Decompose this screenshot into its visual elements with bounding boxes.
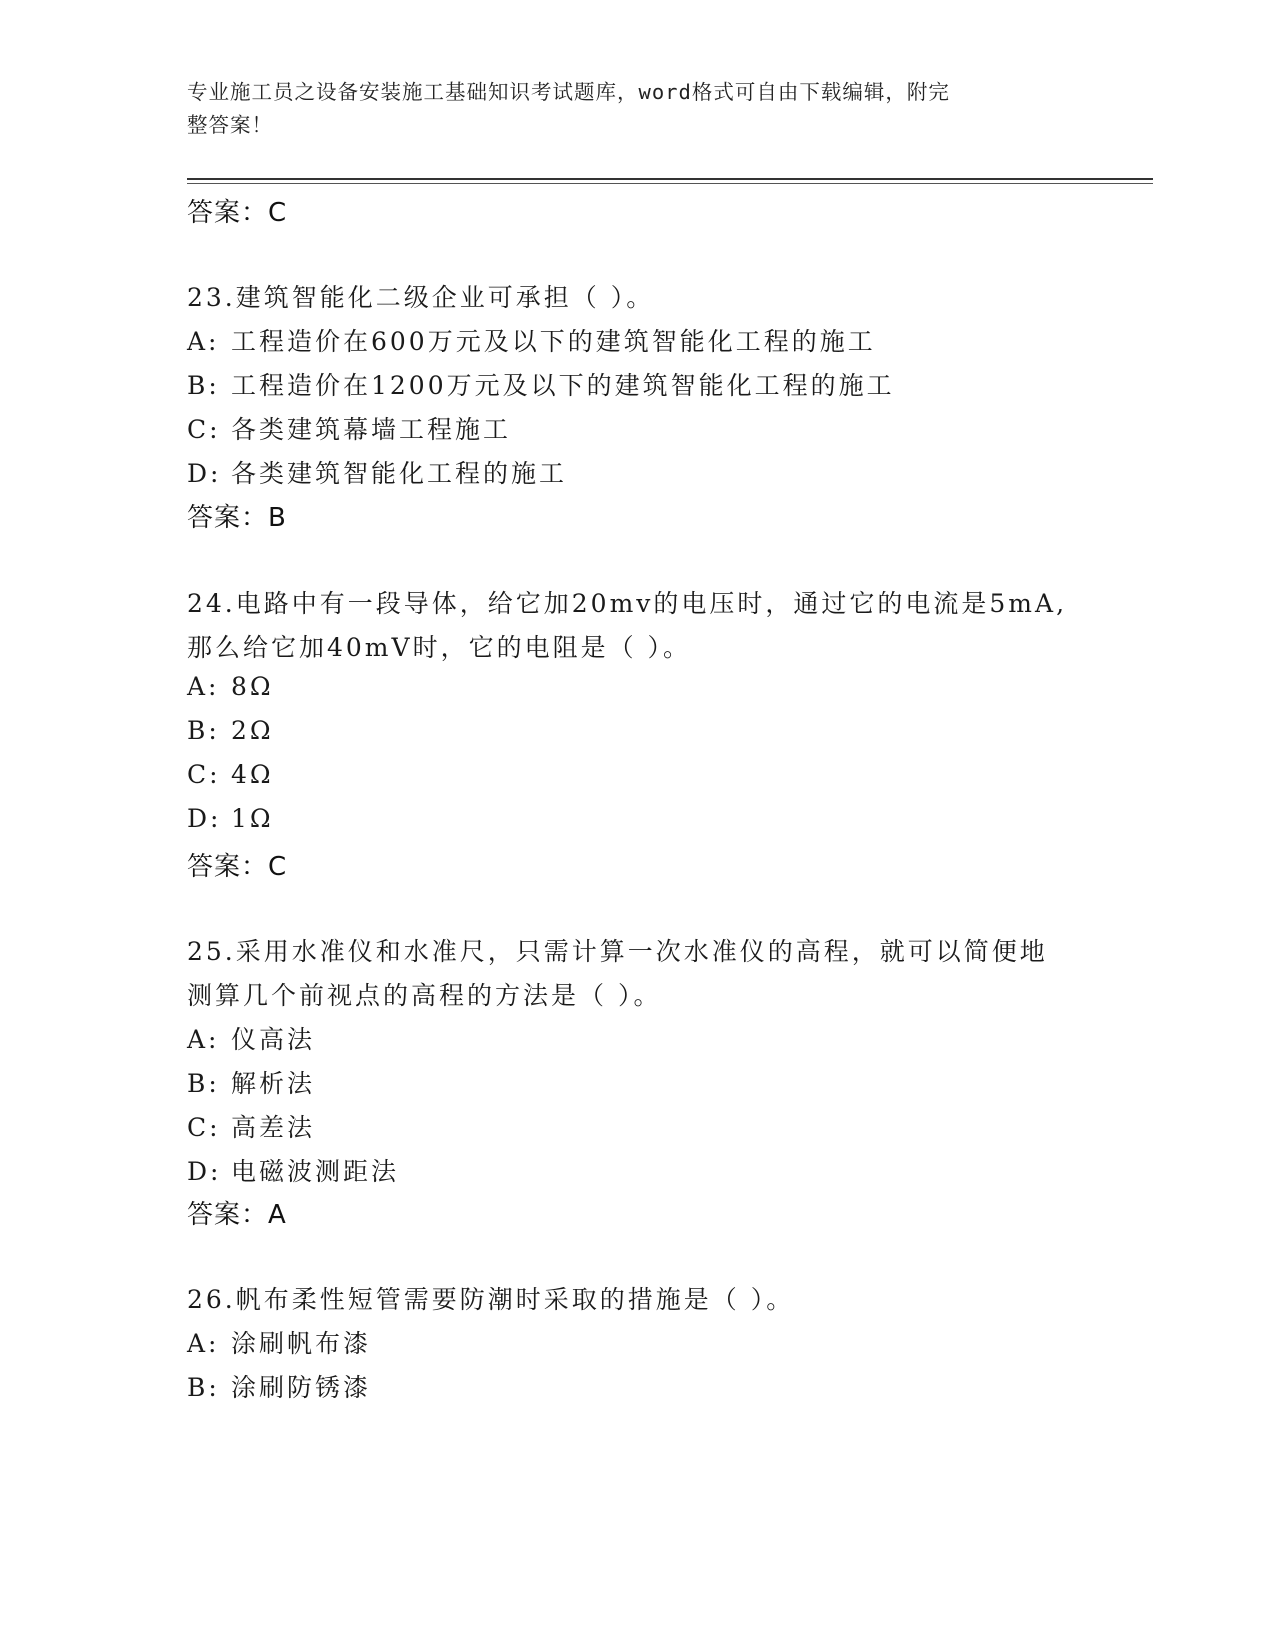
- question-26-option-a: [187, 1324, 371, 1360]
- answer-23: 答案：B: [187, 503, 287, 533]
- question-23-option-b: [187, 366, 895, 402]
- header-divider: [187, 178, 1153, 180]
- question-25-option-a: [187, 1020, 315, 1056]
- header-line-2: 整答案！: [187, 113, 273, 137]
- question-26-option-b: [187, 1368, 371, 1404]
- question-24-option-b: [187, 716, 274, 745]
- option-letter: B:: [187, 1373, 220, 1402]
- question-24-stem-line-2: 那么给它加40mV时，它的电阻是（ ）。: [187, 633, 692, 662]
- option-letter: B:: [187, 371, 220, 400]
- option-text: 2Ω: [231, 716, 274, 745]
- question-25-option-c: [187, 1108, 315, 1144]
- option-letter: A:: [187, 327, 220, 356]
- question-24-option-c: [187, 760, 274, 789]
- option-text: 各类建筑幕墙工程施工: [231, 415, 512, 444]
- question-24-stem-line-1: 24.电路中有一段导体，给它加20mv的电压时，通过它的电流是5mA,: [187, 589, 1068, 618]
- option-letter: A:: [187, 1025, 220, 1054]
- option-letter: B:: [187, 716, 220, 745]
- document-header: [187, 76, 1067, 142]
- option-text: 8Ω: [231, 672, 274, 701]
- option-letter: D:: [187, 804, 222, 833]
- question-23-option-c: [187, 410, 511, 446]
- question-25-stem-line-1: 25.采用水准仪和水准尺，只需计算一次水准仪的高程，就可以简便地: [187, 937, 1048, 966]
- answer-24: 答案：C: [187, 852, 288, 882]
- question-23-option-d: [187, 454, 567, 490]
- question-25-option-b: [187, 1064, 315, 1100]
- option-text: 1Ω: [231, 804, 274, 833]
- option-letter: A:: [187, 672, 220, 701]
- option-letter: C:: [187, 415, 221, 444]
- option-letter: C:: [187, 1113, 221, 1142]
- option-text: 工程造价在1200万元及以下的建筑智能化工程的施工: [231, 371, 895, 400]
- option-letter: D:: [187, 459, 222, 488]
- question-26-stem: 26.帆布柔性短管需要防潮时采取的措施是（ ）。: [187, 1285, 795, 1314]
- option-text: 电磁波测距法: [231, 1157, 400, 1186]
- option-text: 解析法: [231, 1069, 316, 1098]
- answer-22: 答案：C: [187, 198, 288, 228]
- option-text: 涂刷帆布漆: [231, 1329, 372, 1358]
- option-letter: A:: [187, 1329, 220, 1358]
- option-text: 各类建筑智能化工程的施工: [231, 459, 568, 488]
- question-25-stem-line-2: 测算几个前视点的高程的方法是（ ）。: [187, 981, 662, 1010]
- question-23-option-a: [187, 322, 876, 358]
- option-letter: B:: [187, 1069, 220, 1098]
- header-line-1: 专业施工员之设备安装施工基础知识考试题库，word格式可自由下载编辑，附完: [187, 80, 950, 104]
- option-text: 工程造价在600万元及以下的建筑智能化工程的施工: [231, 327, 876, 356]
- option-text: 涂刷防锈漆: [231, 1373, 372, 1402]
- option-letter: D:: [187, 1157, 222, 1186]
- question-24-option-d: [187, 804, 274, 833]
- option-letter: C:: [187, 760, 221, 789]
- question-24-option-a: [187, 672, 274, 701]
- option-text: 高差法: [231, 1113, 316, 1142]
- header-divider-thin: [187, 183, 1153, 184]
- question-23-stem: 23.建筑智能化二级企业可承担（ ）。: [187, 283, 655, 312]
- answer-25: 答案：A: [187, 1200, 287, 1230]
- option-text: 4Ω: [231, 760, 274, 789]
- question-25-option-d: [187, 1152, 399, 1188]
- option-text: 仪高法: [231, 1025, 316, 1054]
